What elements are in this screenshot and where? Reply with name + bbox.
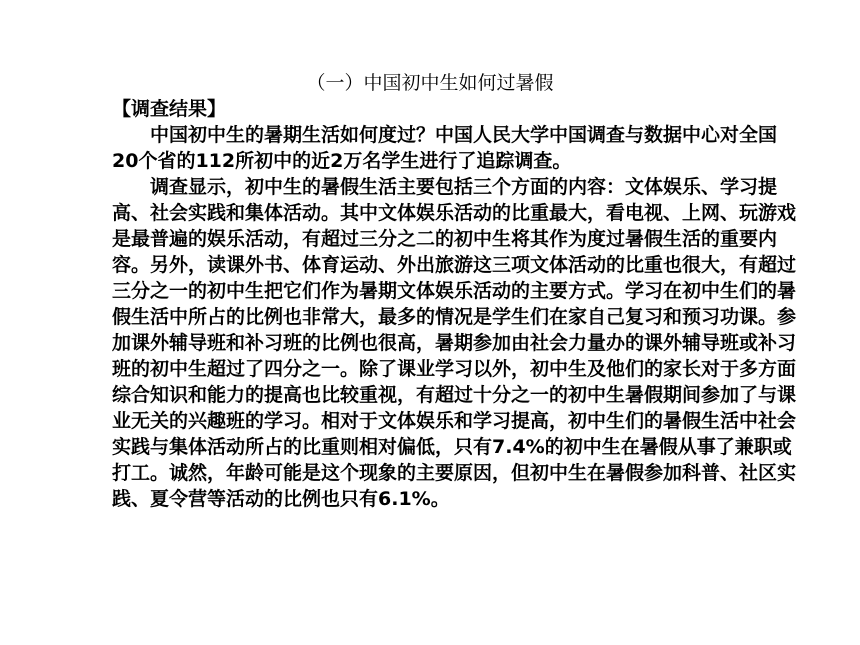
slide-title: （一）中国初中生如何过暑假 [306, 72, 554, 94]
paragraph-intro: 中国初中生的暑期生活如何度过？中国人民大学中国调查与数据中心对全国20个省的112所初中的近2万名学生进行了追踪调查。 [112, 124, 778, 172]
body-text [112, 122, 802, 512]
paragraph-findings: 调查显示，初中生的暑假生活主要包括三个方面的内容：文体娱乐、学习提高、社会实践和集体活动。其中文体娱乐活动的比重最大，看电视、上网、玩游戏是最普遍的娱乐活动，有超过三分之二的初中生将其作为度过暑假生活的重要内容。另外，读课外书、体育运动、外出旅游这三项文体活动的比重也很大，有超过三分之一的初中生把它们作为暑期文体娱乐活动的主要方式。学习在初中生们的暑假生活中所占的比例也非常大，最多的情况是学生们在家自己复习和预习功课。参加课外辅导班和补习班的比例也很高，暑期参加由社会力量办的课外辅导班或补习班的初中生超过了四分之一。除了课业学习以外，初中生及他们的家长对于多方面综合知识和能力的提高也比较重视，有超过十分之一的初中生暑假期间参加了与课业无关的兴趣班的学习。相对于文体娱乐和学习提高，初中生们的暑假生活中社会实践与集体活动所占的比重则相对偏低，只有7.4%的初中生在暑假从事了兼职或打工。诚然，年龄可能是这个现象的主要原因，但初中生在暑假参加科普、社区实践、夏令营等活动的比例也只有6.1%。 [112, 176, 797, 510]
section-heading: 【调查结果】 [112, 98, 227, 120]
